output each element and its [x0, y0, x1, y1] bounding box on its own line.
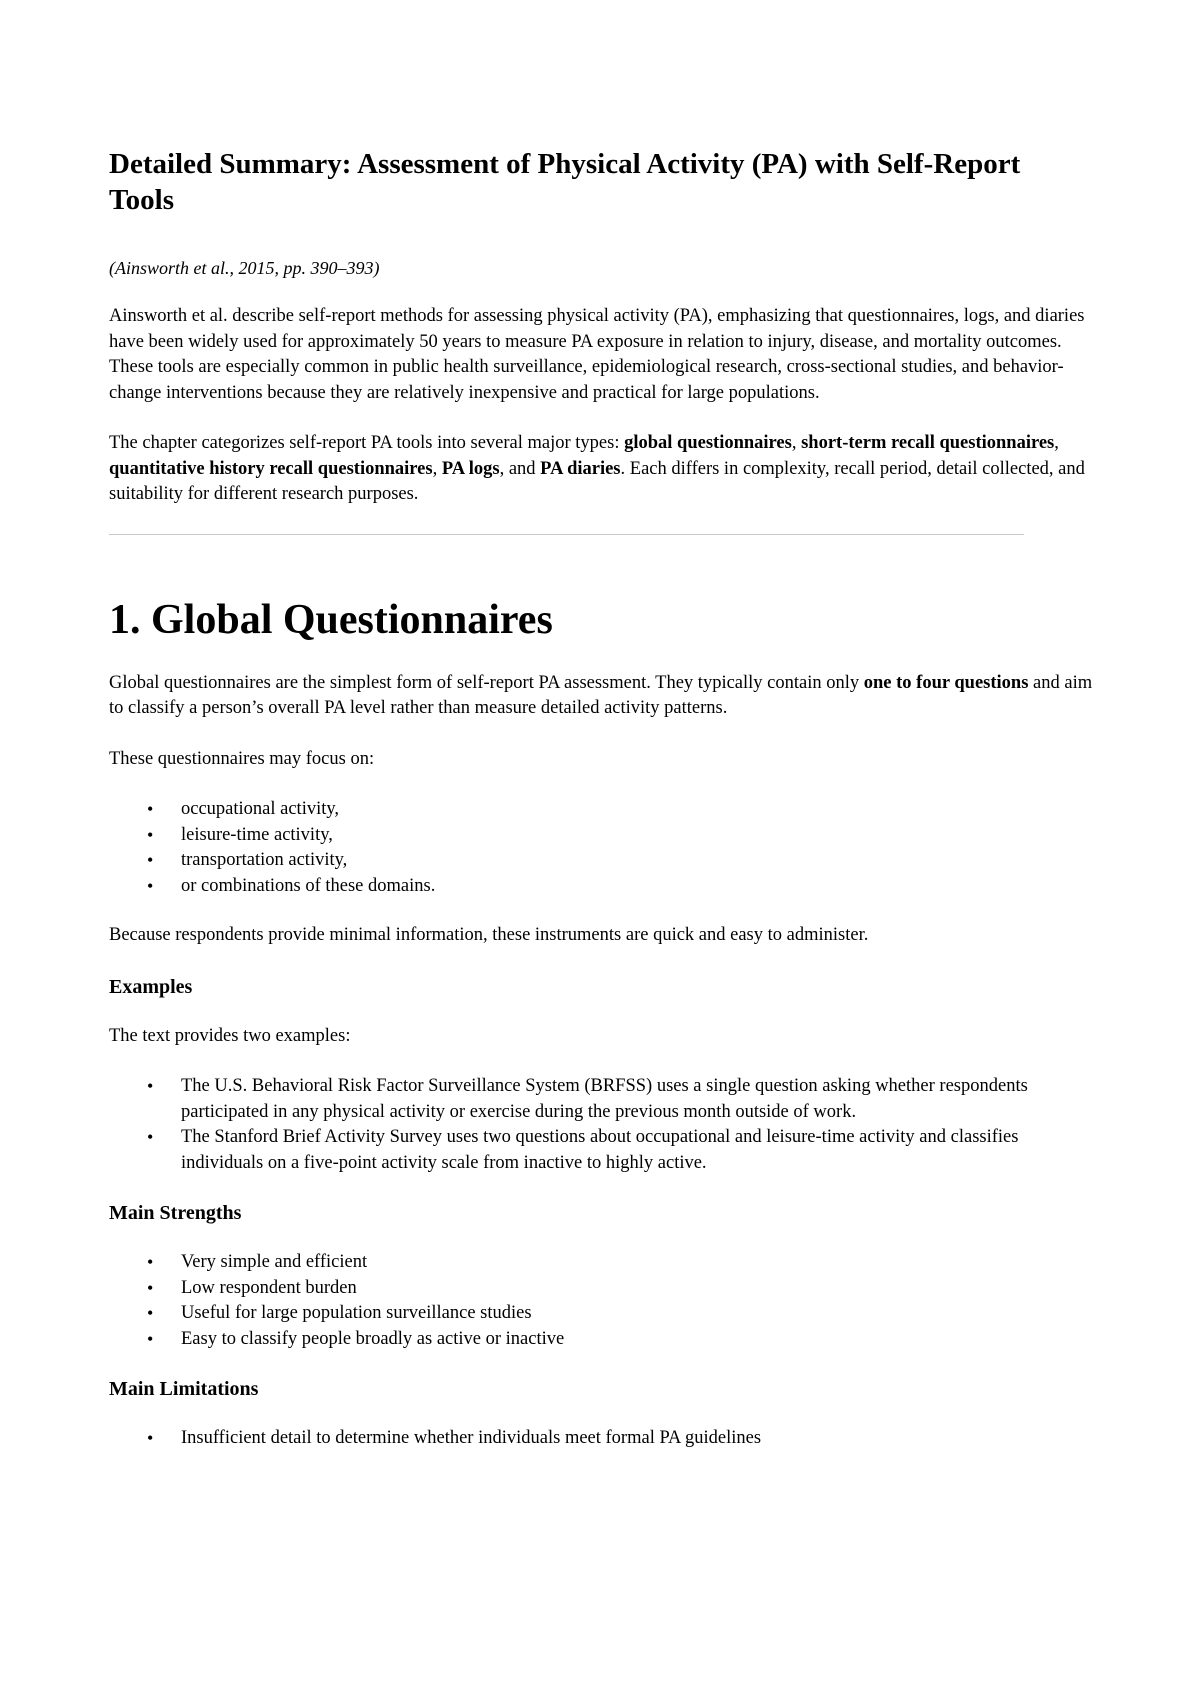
list-item	[147, 1301, 1104, 1327]
horizontal-rule	[109, 534, 1024, 535]
paragraph-tail: and aim to classify a person’s overall PA level rather than measure detailed activity patterns.	[109, 672, 1093, 718]
separator: ,	[791, 433, 802, 453]
bullet-icon: •	[147, 875, 154, 896]
bullet-icon: •	[147, 1252, 154, 1272]
bullet-icon: •	[147, 1328, 154, 1349]
list-item	[147, 797, 1104, 823]
list-item-text: Easy to classify people broadly as active or inactive	[181, 1328, 565, 1349]
bullet-icon: •	[147, 799, 154, 819]
list-item	[147, 1276, 1104, 1302]
section-1-paragraph-1	[109, 671, 1104, 722]
bullet-icon: •	[147, 824, 154, 845]
examples-heading: Examples	[109, 975, 193, 998]
list-item-text: or combinations of these domains.	[181, 875, 436, 896]
bullet-icon: •	[147, 1076, 154, 1096]
intro-tail: . Each differs in complexity, recall period, detail collected, and suitability for different research purposes.	[109, 458, 1085, 504]
examples-list	[109, 1074, 1104, 1176]
list-item	[147, 1426, 1104, 1452]
intro-lead: The chapter categorizes self-report PA tools into several major types:	[109, 433, 625, 453]
list-item	[147, 848, 1104, 874]
intro-paragraph-2	[109, 431, 1104, 508]
paragraph-lead: Global questionnaires are the simplest form of self-report PA assessment. They typically contain only	[109, 672, 864, 693]
bullet-icon: •	[147, 1277, 154, 1298]
strengths-list	[109, 1250, 1104, 1352]
separator: ,	[1054, 433, 1059, 453]
list-item-text: The Stanford Brief Activity Survey uses two questions about occupational and leisure-time activity and classifies individuals on a five-point activity scale from inactive to highly active.	[181, 1127, 1019, 1173]
section-1-title: 1. Global Questionnaires	[109, 596, 553, 643]
list-item	[147, 874, 1104, 900]
citation: (Ainsworth et al., 2015, pp. 390–393)	[109, 258, 380, 278]
list-item-text: Low respondent burden	[181, 1277, 357, 1298]
paragraph-bold: one to four questions	[863, 672, 1029, 693]
list-item-text: Insufficient detail to determine whether individuals meet formal PA guidelines	[181, 1428, 762, 1448]
document-title: Detailed Summary: Assessment of Physical Activity (PA) with Self-Report Tools	[109, 148, 1021, 216]
type-pa-logs: PA logs	[441, 458, 500, 479]
limitations-heading: Main Limitations	[109, 1378, 259, 1400]
list-item-text: Useful for large population surveillance studies	[181, 1303, 532, 1323]
strengths-heading: Main Strengths	[109, 1202, 242, 1224]
focus-list	[109, 797, 1104, 899]
bullet-icon: •	[147, 1303, 154, 1323]
list-item	[147, 823, 1104, 849]
intro-paragraph-1: Ainsworth et al. describe self-report methods for assessing physical activity (PA), emphasizing that questionnaires, logs, and diaries have been widely used for approximately 50 years to measure PA exposure in relation to injury, disease, and mortality outcomes. These tools are especially common in public health surveillance, epidemiological research, cross-sectional studies, and behavior-change interventions because they are relatively inexpensive and practical for large populations.	[109, 306, 1085, 403]
list-item	[147, 1327, 1104, 1353]
bullet-icon: •	[147, 1428, 154, 1448]
bullet-icon: •	[147, 850, 154, 870]
type-global-questionnaires: global questionnaires	[624, 433, 792, 453]
list-item	[147, 1250, 1104, 1276]
list-item	[147, 1074, 1096, 1125]
separator: , and	[499, 458, 541, 479]
list-item-text: leisure-time activity,	[181, 824, 333, 845]
examples-intro: The text provides two examples:	[109, 1025, 351, 1046]
list-item	[147, 1125, 1096, 1176]
separator: ,	[432, 458, 442, 479]
list-item-text: Very simple and efficient	[181, 1252, 368, 1272]
section-1-paragraph-3: Because respondents provide minimal information, these instruments are quick and easy to administer.	[109, 925, 869, 945]
type-quantitative-history-recall: quantitative history recall questionnaires	[109, 458, 433, 479]
bullet-icon: •	[147, 1127, 154, 1147]
list-item-text: The U.S. Behavioral Risk Factor Surveillance System (BRFSS) uses a single question asking whether respondents participated in any physical activity or exercise during the previous month outside of work.	[181, 1076, 1028, 1122]
type-short-term-recall: short-term recall questionnaires	[801, 433, 1055, 453]
list-item-text: occupational activity,	[181, 799, 340, 819]
limitations-list	[109, 1426, 1104, 1452]
list-item-text: transportation activity,	[181, 850, 348, 870]
section-1-paragraph-2: These questionnaires may focus on:	[109, 748, 375, 769]
type-pa-diaries: PA diaries	[540, 458, 621, 479]
